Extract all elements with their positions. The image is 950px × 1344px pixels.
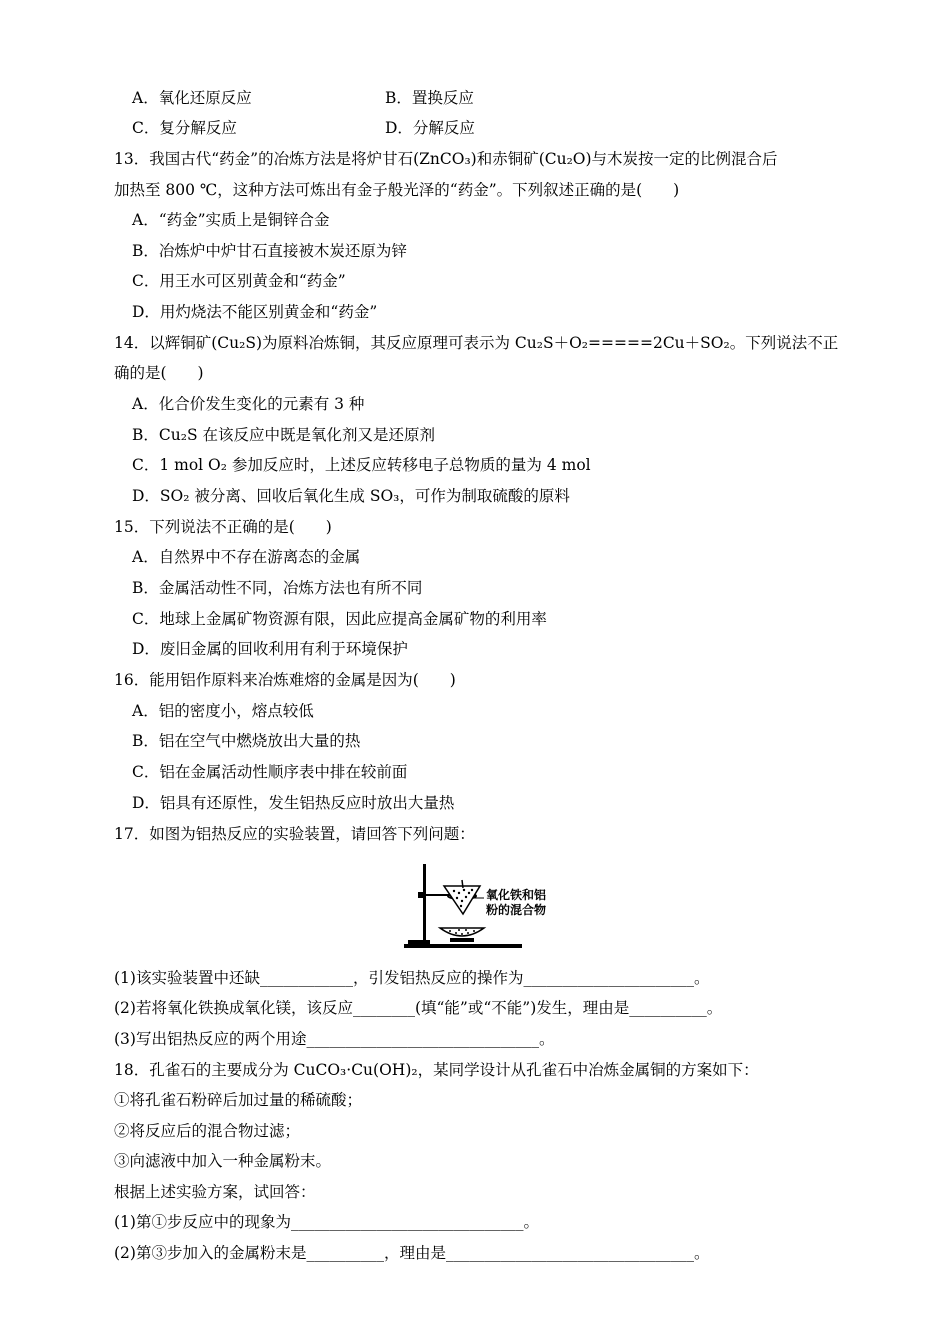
q14-stem-line2: 确的是( ) bbox=[114, 364, 204, 382]
q13-option-c: C．用王水可区别黄金和“药金” bbox=[132, 272, 346, 290]
q12-option-c: C．复分解反应 bbox=[132, 119, 237, 137]
figure-label-line2: 粉的混合物 bbox=[486, 903, 547, 917]
q14-option-d: D．SO₂ 被分离、回收后氧化生成 SO₃，可作为制取硫酸的原料 bbox=[132, 487, 570, 505]
q15-option-d: D．废旧金属的回收利用有利于环境保护 bbox=[132, 640, 408, 658]
q13-option-a: A．“药金”实质上是铜锌合金 bbox=[132, 211, 330, 229]
q13-option-d: D．用灼烧法不能区别黄金和“药金” bbox=[132, 303, 378, 321]
q16-option-a: A．铝的密度小，熔点较低 bbox=[132, 702, 314, 720]
q18-step1: ①将孔雀石粉碎后加过量的稀硫酸； bbox=[114, 1091, 363, 1109]
q16-option-b: B．铝在空气中燃烧放出大量的热 bbox=[132, 732, 361, 750]
q15-option-a: A．自然界中不存在游离态的金属 bbox=[132, 548, 361, 566]
q18-sub1: (1)第①步反应中的现象为______________________________。 bbox=[114, 1213, 539, 1231]
q12-option-b: B．置换反应 bbox=[385, 89, 474, 107]
figure-label bbox=[486, 888, 546, 918]
q18-step3: ③向滤液中加入一种金属粉末。 bbox=[114, 1152, 332, 1170]
figure-label-line1: 氧化铁和铝 bbox=[486, 888, 547, 902]
q12-option-a: A．氧化还原反应 bbox=[132, 89, 252, 107]
q12-option-row-2 bbox=[132, 118, 475, 138]
q14-option-c: C．1 mol O₂ 参加反应时，上述反应转移电子总物质的量为 4 mol bbox=[132, 456, 591, 474]
q14-stem-line1: 14．以辉铜矿(Cu₂S)为原料冶炼铜，其反应原理可表示为 Cu₂S＋O₂=====2Cu＋SO₂。下列说法不正 bbox=[114, 334, 839, 352]
q18-sub2: (2)第③步加入的金属粉末是__________，理由是________________________________。 bbox=[114, 1244, 710, 1262]
q17-sub3: (3)写出铝热反应的两个用途______________________________。 bbox=[114, 1030, 555, 1048]
q17-stem: 17．如图为铝热反应的实验装置，请回答下列问题： bbox=[114, 825, 475, 843]
q16-stem: 16．能用铝作原料来冶炼难熔的金属是因为( ) bbox=[114, 671, 456, 689]
q13-option-b: B．冶炼炉中炉甘石直接被木炭还原为锌 bbox=[132, 242, 407, 260]
q12-option-row-1 bbox=[132, 88, 474, 108]
q14-option-b: B．Cu₂S 在该反应中既是氧化剂又是还原剂 bbox=[132, 426, 435, 444]
q18-stem: 18．孔雀石的主要成分为 CuCO₃·Cu(OH)₂，某同学设计从孔雀石中冶炼金属铜的方案如下： bbox=[114, 1061, 759, 1079]
q17-sub2: (2)若将氧化铁换成氧化镁，该反应________(填“能”或“不能”)发生，理由是__________。 bbox=[114, 999, 723, 1017]
q15-stem: 15．下列说法不正确的是( ) bbox=[114, 518, 332, 536]
q13-stem-line1: 13．我国古代“药金”的冶炼方法是将炉甘石(ZnCO₃)和赤铜矿(Cu₂O)与木炭按一定的比例混合后 bbox=[114, 150, 778, 168]
q14-option-a: A．化合价发生变化的元素有 3 种 bbox=[132, 395, 365, 413]
q18-intro: 根据上述实验方案，试回答： bbox=[114, 1183, 316, 1201]
q13-stem-line2: 加热至 800 ℃，这种方法可炼出有金子般光泽的“药金”。下列叙述正确的是( ) bbox=[114, 181, 680, 199]
q17-sub1: (1)该实验装置中还缺____________，引发铝热反应的操作为______________________。 bbox=[114, 969, 710, 987]
q15-option-c: C．地球上金属矿物资源有限，因此应提高金属矿物的利用率 bbox=[132, 610, 547, 628]
q16-option-d: D．铝具有还原性，发生铝热反应时放出大量热 bbox=[132, 794, 455, 812]
q18-step2: ②将反应后的混合物过滤； bbox=[114, 1122, 301, 1140]
thermite-apparatus-figure bbox=[402, 858, 562, 958]
q12-option-d: D．分解反应 bbox=[385, 119, 475, 137]
q15-option-b: B．金属活动性不同，冶炼方法也有所不同 bbox=[132, 579, 423, 597]
q16-option-c: C．铝在金属活动性顺序表中排在较前面 bbox=[132, 763, 408, 781]
